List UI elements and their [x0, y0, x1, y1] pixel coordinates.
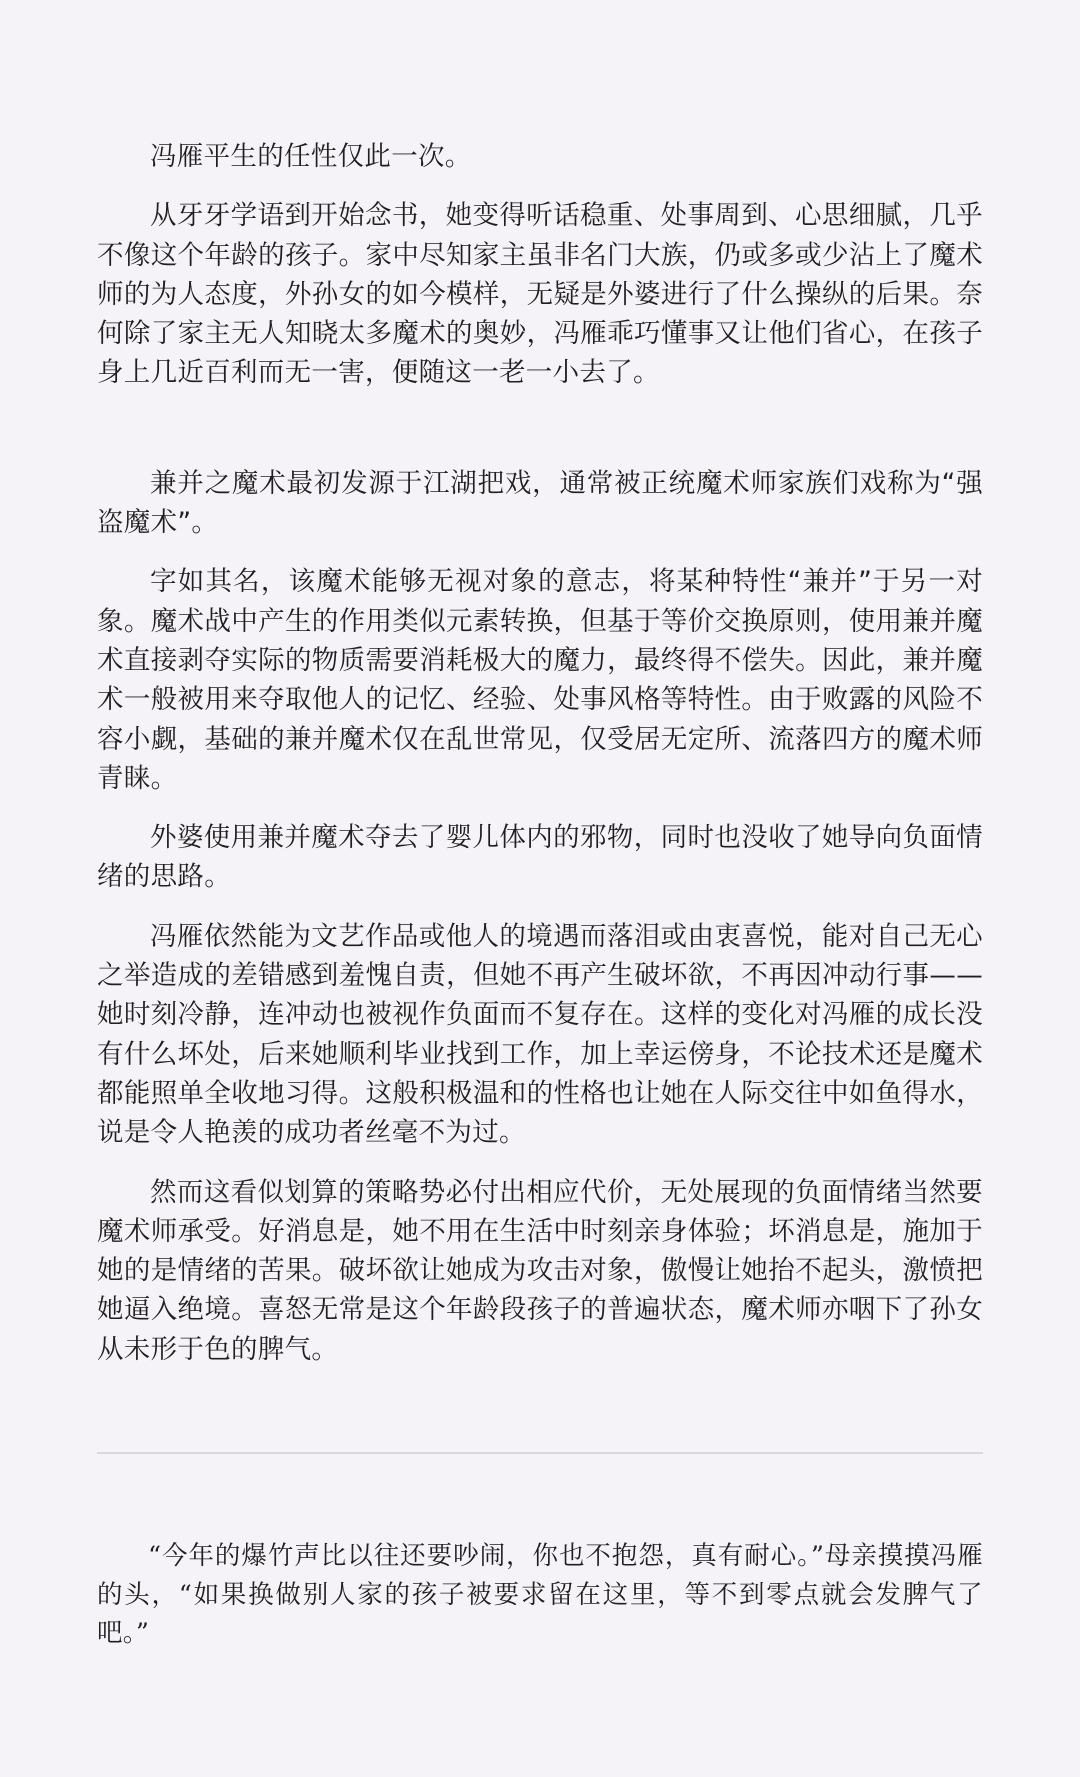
paragraph: 冯雁平生的任性仅此一次。	[150, 141, 472, 172]
paragraph: 字如其名，该魔术能够无视对象的意志，将某种特性“兼并”于另一对象。魔术战中产生的作用类似元素转换，但基于等价交换原则，使用兼并魔术直接剥夺实际的物质需要消耗极大的魔力，最终得不偿失。因此，兼并魔术一般被用来夺取他人的记忆、经验、处事风格等特性。由于败露的风险不容小觑，基础的兼并魔术仅在乱世常见，仅受居无定所、流落四方的魔术师青睐。	[97, 566, 983, 794]
paragraph: 兼并之魔术最初发源于江湖把戏，通常被正统魔术师家族们戏称为“强盗魔术”。	[97, 467, 983, 539]
paragraph: 从牙牙学语到开始念书，她变得听话稳重、处事周到、心思细腻，几乎不像这个年龄的孩子。家中尽知家主虽非名门大族，仍或多或少沾上了魔术师的为人态度，外孙女的如今模样，无疑是外婆进行了什么操纵的后果。奈何除了家主无人知晓太多魔术的奥妙，冯雁乖巧懂事又让他们省心，在孩子身上几近百利而无一害，便随这一老一小去了。	[97, 200, 983, 389]
chapter-section-two	[97, 393, 983, 1369]
paragraph: “今年的爆竹声比以往还要吵闹，你也不抱怨，真有耐心。”母亲摸摸冯雁的头，“如果换做别人家的孩子被要求留在这里，等不到零点就会发脾气了吧。”	[97, 1541, 983, 1649]
paragraph: 冯雁依然能为文艺作品或他人的境遇而落泪或由衷喜悦，能对自己无心之举造成的差错感到羞愧自责，但她不再产生破坏欲，不再因冲动行事——她时刻冷静，连冲动也被视作负面而不复存在。这样的变化对冯雁的成长没有什么坏处，后来她顺利毕业找到工作，加上幸运傍身，不论技术还是魔术都能照单全收地习得。这般积极温和的性格也让她在人际交往中如鱼得水，说是令人艳羡的成功者丝毫不为过。	[97, 920, 983, 1149]
chapter-section-three	[97, 1454, 983, 1653]
paragraph: 然而这看似划算的策略势必付出相应代价，无处展现的负面情绪当然要魔术师承受。好消息是，她不用在生活中时刻亲身体验；坏消息是，施加于她的是情绪的苦果。破坏欲让她成为攻击对象，傲慢让她抬不起头，激愤把她逼入绝境。喜怒无常是这个年龄段孩子的普遍状态，魔术师亦咽下了孙女从未形于色的脾气。	[97, 1176, 983, 1365]
paragraph: 外婆使用兼并魔术夺去了婴儿体内的邪物，同时也没收了她导向负面情绪的思路。	[97, 822, 983, 893]
chapter-section-one	[97, 0, 983, 393]
